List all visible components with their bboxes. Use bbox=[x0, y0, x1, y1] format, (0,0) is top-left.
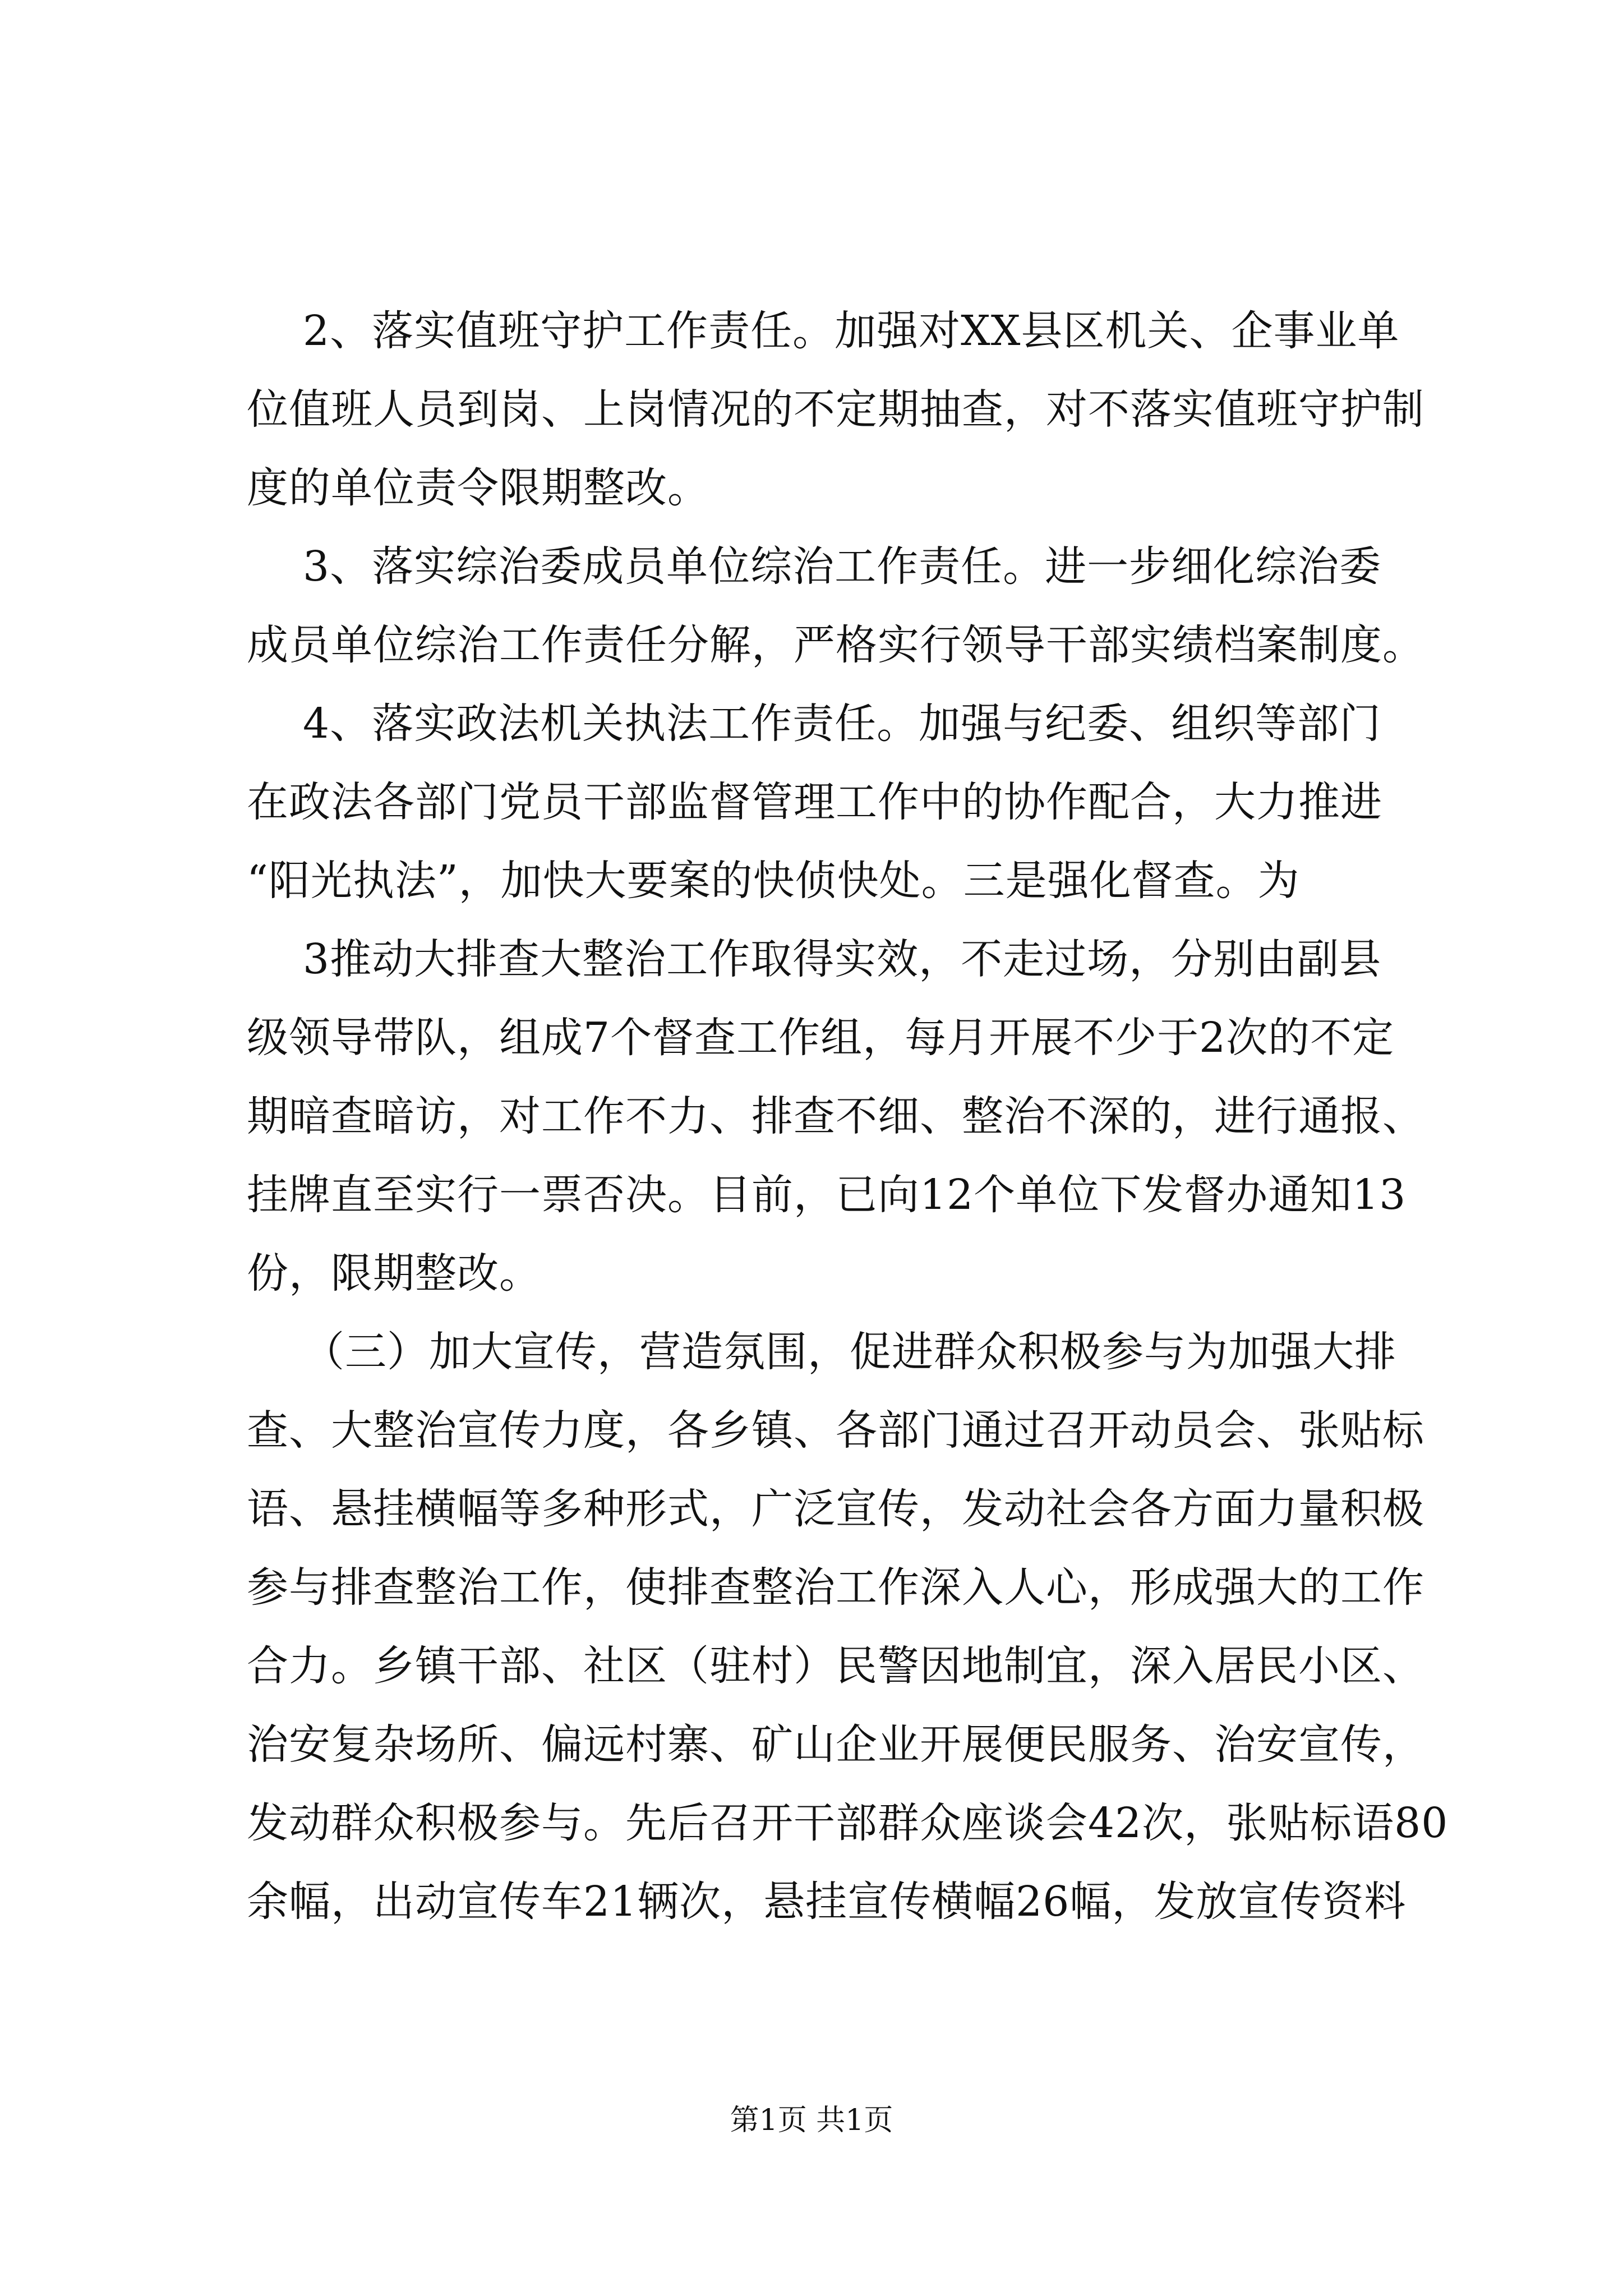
text-line: 语、悬挂横幅等多种形式，广泛宣传，发动社会各方面力量积极 bbox=[247, 1485, 1424, 1533]
section-heading-line: （三）加大宣传，营造氛围，促进群众积极参与为加强大排 bbox=[303, 1328, 1396, 1376]
text-line: 3、落实综治委成员单位综治工作责任。进一步细化综治委 bbox=[303, 542, 1382, 591]
text-line: 余幅，出动宣传车21辆次，悬挂宣传横幅26幅，发放宣传资料 bbox=[247, 1878, 1407, 1926]
text-line: 级领导带队，组成7个督查工作组，每月开展不少于2次的不定 bbox=[247, 1014, 1395, 1062]
text-line: 查、大整治宣传力度，各乡镇、各部门通过召开动员会、张贴标 bbox=[247, 1406, 1424, 1455]
text-line: 成员单位综治工作责任分解，严格实行领导干部实绩档案制度。 bbox=[247, 621, 1424, 669]
page-footer: 第1页 共1页 bbox=[730, 2104, 893, 2137]
text-line: 治安复杂场所、偏远村寨、矿山企业开展便民服务、治安宣传， bbox=[247, 1720, 1424, 1769]
text-line: 位值班人员到岗、上岗情况的不定期抽查，对不落实值班守护制 bbox=[247, 385, 1424, 434]
text-line: 挂牌直至实行一票否决。目前，已向12个单位下发督办通知13 bbox=[247, 1171, 1407, 1219]
text-line: “阳光执法”，加快大要案的快侦快处。三是强化督查。为 bbox=[247, 857, 1300, 905]
text-line: 发动群众积极参与。先后召开干部群众座谈会42次，张贴标语80 bbox=[247, 1799, 1449, 1847]
text-line: 度的单位责令限期整改。 bbox=[247, 464, 709, 512]
text-line: 在政法各部门党员干部监督管理工作中的协作配合，大力推进 bbox=[247, 778, 1382, 826]
text-line: 3推动大排查大整治工作取得实效，不走过场，分别由副县 bbox=[303, 935, 1382, 983]
text-line: 合力。乡镇干部、社区（驻村）民警因地制宜，深入居民小区、 bbox=[247, 1642, 1424, 1690]
text-line: 参与排查整治工作，使排查整治工作深入人心，形成强大的工作 bbox=[247, 1563, 1424, 1612]
text-line: 期暗查暗访，对工作不力、排查不细、整治不深的，进行通报、 bbox=[247, 1092, 1424, 1140]
text-line: 份，限期整改。 bbox=[247, 1249, 541, 1297]
text-line: 4、落实政法机关执法工作责任。加强与纪委、组织等部门 bbox=[303, 700, 1382, 748]
text-line: 2、落实值班守护工作责任。加强对XX县区机关、企事业单 bbox=[303, 307, 1400, 355]
